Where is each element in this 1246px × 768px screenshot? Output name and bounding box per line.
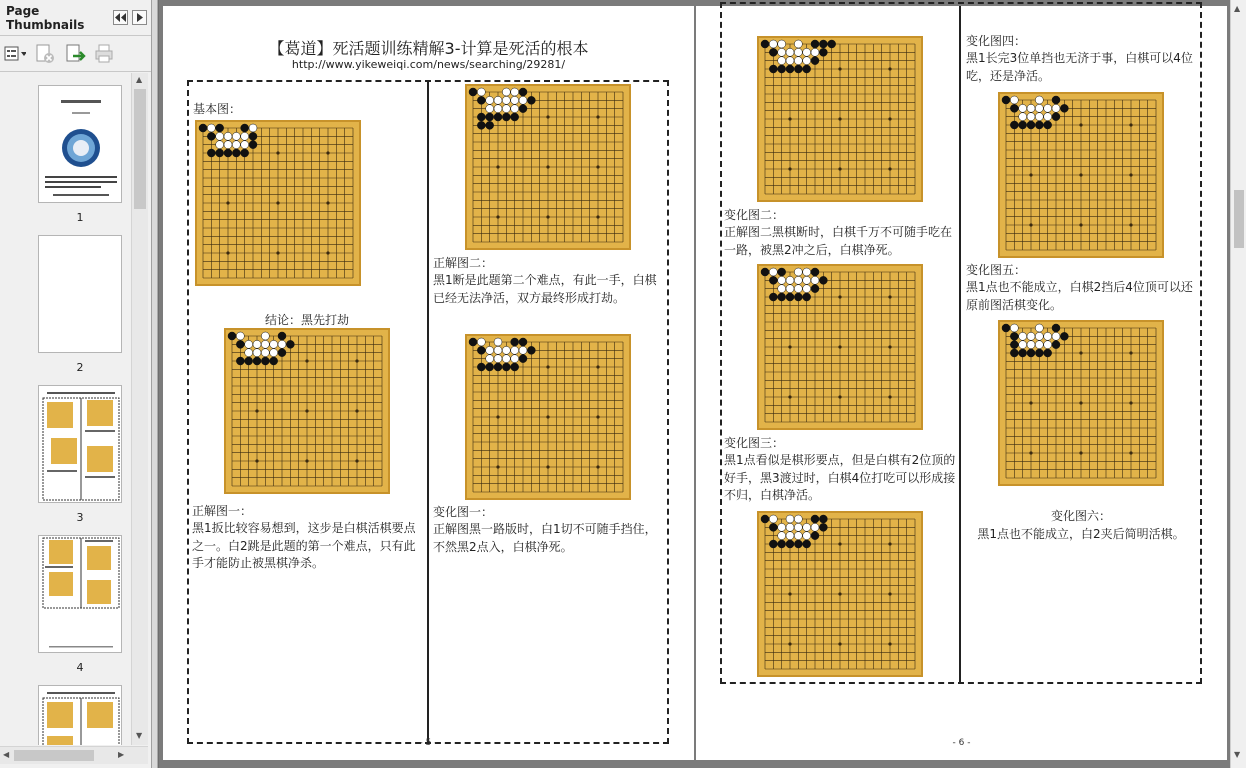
black-stone [769,276,777,284]
black-stone [1010,341,1018,349]
white-stone [803,276,811,284]
go-board [465,84,631,250]
black-stone [803,540,811,548]
white-stone [811,48,819,56]
black-stone [1027,121,1035,129]
white-stone [270,349,278,357]
scroll-up-icon[interactable]: ▲ [1234,4,1241,13]
black-stone [761,40,769,48]
black-stone [1027,349,1035,357]
black-stone [819,523,827,531]
black-stone [502,113,510,121]
go-board-grid [467,336,629,498]
white-stone [486,105,494,113]
white-stone [477,88,485,96]
page-number: - 6 - [952,738,971,748]
white-stone [253,349,261,357]
black-stone [803,65,811,73]
white-stone [502,355,510,363]
black-stone [811,515,819,523]
white-stone [241,132,249,140]
black-stone [819,40,827,48]
variation-1-text: 正解图黑一路版时，白1切不可随手挡住，不然黑2点入，白棋净死。 [433,522,657,554]
go-board [998,320,1164,486]
go-board-grid [1000,322,1162,484]
white-stone [1010,96,1018,104]
white-stone [486,355,494,363]
white-stone [803,48,811,56]
go-board [465,334,631,500]
variation-5-text: 黑1点也不能成立，白棋2挡后4位顶可以还原前图活棋变化。 [966,280,1193,312]
white-stone [1044,341,1052,349]
panel-title: Page Thumbnails [6,3,85,32]
go-board [998,92,1164,258]
white-stone [1035,341,1043,349]
black-stone [1019,121,1027,129]
black-stone [286,340,294,348]
white-stone [786,57,794,65]
insert-page-icon[interactable] [64,43,86,65]
print-icon[interactable] [94,43,116,65]
white-stone [261,332,269,340]
white-stone [794,48,802,56]
white-stone [477,338,485,346]
white-stone [511,105,519,113]
black-stone [249,141,257,149]
white-stone [486,346,494,354]
white-stone [494,338,502,346]
black-stone [270,357,278,365]
white-stone [232,132,240,140]
solution-2-text: 黑1断是此题第二个难点，有此一手，白棋已经无法净活，双方最终形成打劫。 [433,273,657,305]
black-stone [786,540,794,548]
black-stone [207,132,215,140]
white-stone [511,88,519,96]
scroll-left-icon[interactable]: ◀ [3,750,10,759]
thumbnail-label: 2 [76,361,84,374]
black-stone [477,363,485,371]
scroll-up-icon[interactable]: ▲ [136,75,143,84]
black-stone [519,88,527,96]
black-stone [511,363,519,371]
black-stone [519,338,527,346]
scroll-right-icon[interactable]: ▶ [118,750,125,759]
white-stone [241,141,249,149]
black-stone [1060,104,1068,112]
black-stone [241,149,249,157]
white-stone [216,132,224,140]
go-board [757,511,923,677]
black-stone [786,293,794,301]
variation-6-label: 变化图六： [1050,509,1111,523]
go-board-grid [197,122,359,284]
white-stone [794,57,802,65]
black-stone [216,149,224,157]
black-stone [502,363,510,371]
column-divider [959,6,961,682]
page-thumbnail-1[interactable] [38,85,122,203]
solution-1-text: 黑1扳比较容易想到，这步是白棋活棋要点之一。白2跳是此题的第一个难点，只有此手才能防止被黑棋净杀。 [192,521,416,570]
white-stone [778,285,786,293]
white-stone [494,105,502,113]
black-stone [819,515,827,523]
white-stone [811,523,819,531]
white-stone [245,340,253,348]
thumbnail-panel [0,0,152,768]
black-stone [1002,96,1010,104]
white-stone [778,523,786,531]
white-stone [786,532,794,540]
black-stone [207,149,215,157]
go-board-grid [759,513,921,675]
document-vertical-scrollbar[interactable] [1230,0,1246,768]
black-stone [199,124,207,132]
white-stone [494,355,502,363]
variation-1-label: 变化图一： [433,505,494,519]
black-stone [241,124,249,132]
black-stone [786,65,794,73]
white-stone [236,332,244,340]
white-stone [511,96,519,104]
white-stone [519,346,527,354]
white-stone [1052,104,1060,112]
black-stone [761,515,769,523]
white-stone [249,124,257,132]
white-stone [794,532,802,540]
black-stone [486,113,494,121]
white-stone [511,346,519,354]
panel-splitter[interactable] [152,0,158,768]
document-view [159,0,1230,768]
black-stone [236,340,244,348]
black-stone [1052,113,1060,121]
page-number: - 5 - [419,738,438,748]
page-thumbnail-3[interactable] [38,385,122,503]
white-stone [786,285,794,293]
white-stone [224,132,232,140]
black-stone [511,113,519,121]
white-stone [216,141,224,149]
black-stone [477,346,485,354]
black-stone [1010,121,1018,129]
white-stone [803,57,811,65]
white-stone [207,124,215,132]
white-stone [511,355,519,363]
white-stone [794,285,802,293]
white-stone [794,515,802,523]
variation-6-text: 黑1点也不能成立，白2夹后简明活棋。 [977,527,1185,541]
scroll-down-icon[interactable]: ▼ [136,731,143,740]
scroll-down-icon[interactable]: ▼ [1234,750,1241,759]
black-stone [477,96,485,104]
white-stone [1019,341,1027,349]
white-stone [794,40,802,48]
white-stone [778,57,786,65]
white-stone [769,515,777,523]
black-stone [819,276,827,284]
white-stone [1010,324,1018,332]
black-stone [778,268,786,276]
go-board [757,36,923,202]
go-board [757,264,923,430]
white-stone [1027,341,1035,349]
next-icon[interactable] [132,10,147,25]
white-stone [270,340,278,348]
black-stone [249,132,257,140]
black-stone [216,124,224,132]
black-stone [469,338,477,346]
black-stone [469,88,477,96]
go-board-grid [467,86,629,248]
black-stone [1019,349,1027,357]
page-6 [696,6,1227,760]
page-thumbnail-5[interactable] [38,685,122,745]
variation-3-label: 变化图三： [724,436,785,450]
scrollbar-thumb[interactable] [14,750,94,761]
variation-4-label: 变化图四： [966,34,1027,48]
white-stone [794,523,802,531]
column-divider [427,82,429,742]
white-stone [803,285,811,293]
black-stone [769,523,777,531]
black-stone [1060,332,1068,340]
white-stone [502,88,510,96]
white-stone [769,40,777,48]
white-stone [794,276,802,284]
white-stone [1044,113,1052,121]
white-stone [803,268,811,276]
white-stone [261,340,269,348]
variation-5-label: 变化图五： [966,263,1027,277]
thumbnail-horizontal-scrollbar[interactable] [0,746,148,764]
white-stone [245,349,253,357]
black-stone [1035,349,1043,357]
white-stone [778,276,786,284]
white-stone [786,523,794,531]
black-stone [245,357,253,365]
basic-diagram-label: 基本图： [193,102,242,116]
black-stone [769,293,777,301]
black-stone [519,105,527,113]
white-stone [1044,104,1052,112]
white-stone [1035,324,1043,332]
white-stone [1035,113,1043,121]
black-stone [477,113,485,121]
black-stone [1035,121,1043,129]
black-stone [527,346,535,354]
black-stone [811,285,819,293]
white-stone [519,96,527,104]
black-stone [778,65,786,73]
white-stone [811,276,819,284]
white-stone [769,268,777,276]
black-stone [261,357,269,365]
thumbnail-label: 4 [76,661,84,674]
white-stone [494,96,502,104]
thumbnail-label: 3 [76,511,84,524]
black-stone [253,357,261,365]
white-stone [1019,104,1027,112]
delete-page-icon[interactable] [34,43,56,65]
black-stone [494,113,502,121]
go-board [195,120,361,286]
black-stone [232,149,240,157]
black-stone [1044,349,1052,357]
white-stone [1019,113,1027,121]
white-stone [494,346,502,354]
document-url[interactable]: http://www.yikeweiqi.com/news/searching/29281/ [291,58,566,71]
white-stone [778,532,786,540]
solution-1-label: 正解图一： [192,504,253,518]
go-board-grid [1000,94,1162,256]
scrollbar-thumb[interactable] [134,89,146,209]
page-thumbnail-2[interactable] [38,235,122,353]
white-stone [502,96,510,104]
black-stone [794,65,802,73]
conclusion-text: 结论：黑先打劫 [264,313,349,327]
white-stone [803,523,811,531]
black-stone [1010,104,1018,112]
black-stone [486,121,494,129]
black-stone [794,540,802,548]
white-stone [232,141,240,149]
black-stone [769,65,777,73]
white-stone [1035,96,1043,104]
black-stone [494,363,502,371]
black-stone [1010,332,1018,340]
white-stone [1027,104,1035,112]
page-5 [163,6,694,760]
black-stone [778,540,786,548]
black-stone [1044,121,1052,129]
variation-2-label: 变化图二： [724,208,785,222]
white-stone [278,340,286,348]
black-stone [278,332,286,340]
black-stone [794,293,802,301]
white-stone [1027,332,1035,340]
white-stone [786,48,794,56]
black-stone [811,57,819,65]
white-stone [502,105,510,113]
black-stone [761,268,769,276]
thumbnail-vertical-scrollbar[interactable] [131,73,148,745]
go-board-grid [759,38,921,200]
black-stone [228,332,236,340]
black-stone [811,40,819,48]
rewind-icon[interactable] [113,10,128,25]
black-stone [778,293,786,301]
black-stone [811,268,819,276]
go-board-grid [759,266,921,428]
go-board-grid [226,330,388,492]
white-stone [261,349,269,357]
white-stone [803,532,811,540]
black-stone [1010,349,1018,357]
black-stone [527,96,535,104]
black-stone [811,532,819,540]
white-stone [778,40,786,48]
black-stone [519,355,527,363]
white-stone [1019,332,1027,340]
black-stone [224,149,232,157]
white-stone [778,48,786,56]
options-icon[interactable] [4,43,26,65]
white-stone [794,268,802,276]
thumbnail-list [0,73,130,745]
thumbnail-label: 1 [76,211,84,224]
black-stone [278,349,286,357]
white-stone [786,276,794,284]
black-stone [511,338,519,346]
black-stone [769,540,777,548]
black-stone [477,121,485,129]
black-stone [828,40,836,48]
go-board [224,328,390,494]
black-stone [486,363,494,371]
black-stone [1052,324,1060,332]
white-stone [1035,332,1043,340]
black-stone [236,357,244,365]
white-stone [486,96,494,104]
document-title: 【葛道】死活题训练精解3-计算是死活的根本 [268,39,589,58]
solution-2-label: 正解图二： [433,256,494,270]
white-stone [1044,332,1052,340]
variation-2-text: 正解图二黑棋断时，白棋千万不可随手吃在一路，被黑2冲之后，白棋净死。 [724,225,953,257]
white-stone [502,346,510,354]
panel-toolbar [0,36,151,72]
black-stone [1052,96,1060,104]
panel-header [0,0,151,36]
black-stone [803,293,811,301]
white-stone [1035,104,1043,112]
white-stone [1052,332,1060,340]
page-thumbnail-4[interactable] [38,535,122,653]
variation-3-text: 黑1点看似是棋形要点，但是白棋有2位顶的好手，黑3渡过时，白棋4位打吃可以形成接不归，白棋净活。 [724,453,956,502]
white-stone [1027,113,1035,121]
white-stone [786,515,794,523]
black-stone [1052,341,1060,349]
white-stone [224,141,232,149]
scrollbar-thumb[interactable] [1234,190,1244,248]
variation-4-text: 黑1长完3位单挡也无济于事，白棋可以4位吃，还是净活。 [966,51,1193,83]
black-stone [819,48,827,56]
white-stone [253,340,261,348]
black-stone [1002,324,1010,332]
black-stone [769,48,777,56]
